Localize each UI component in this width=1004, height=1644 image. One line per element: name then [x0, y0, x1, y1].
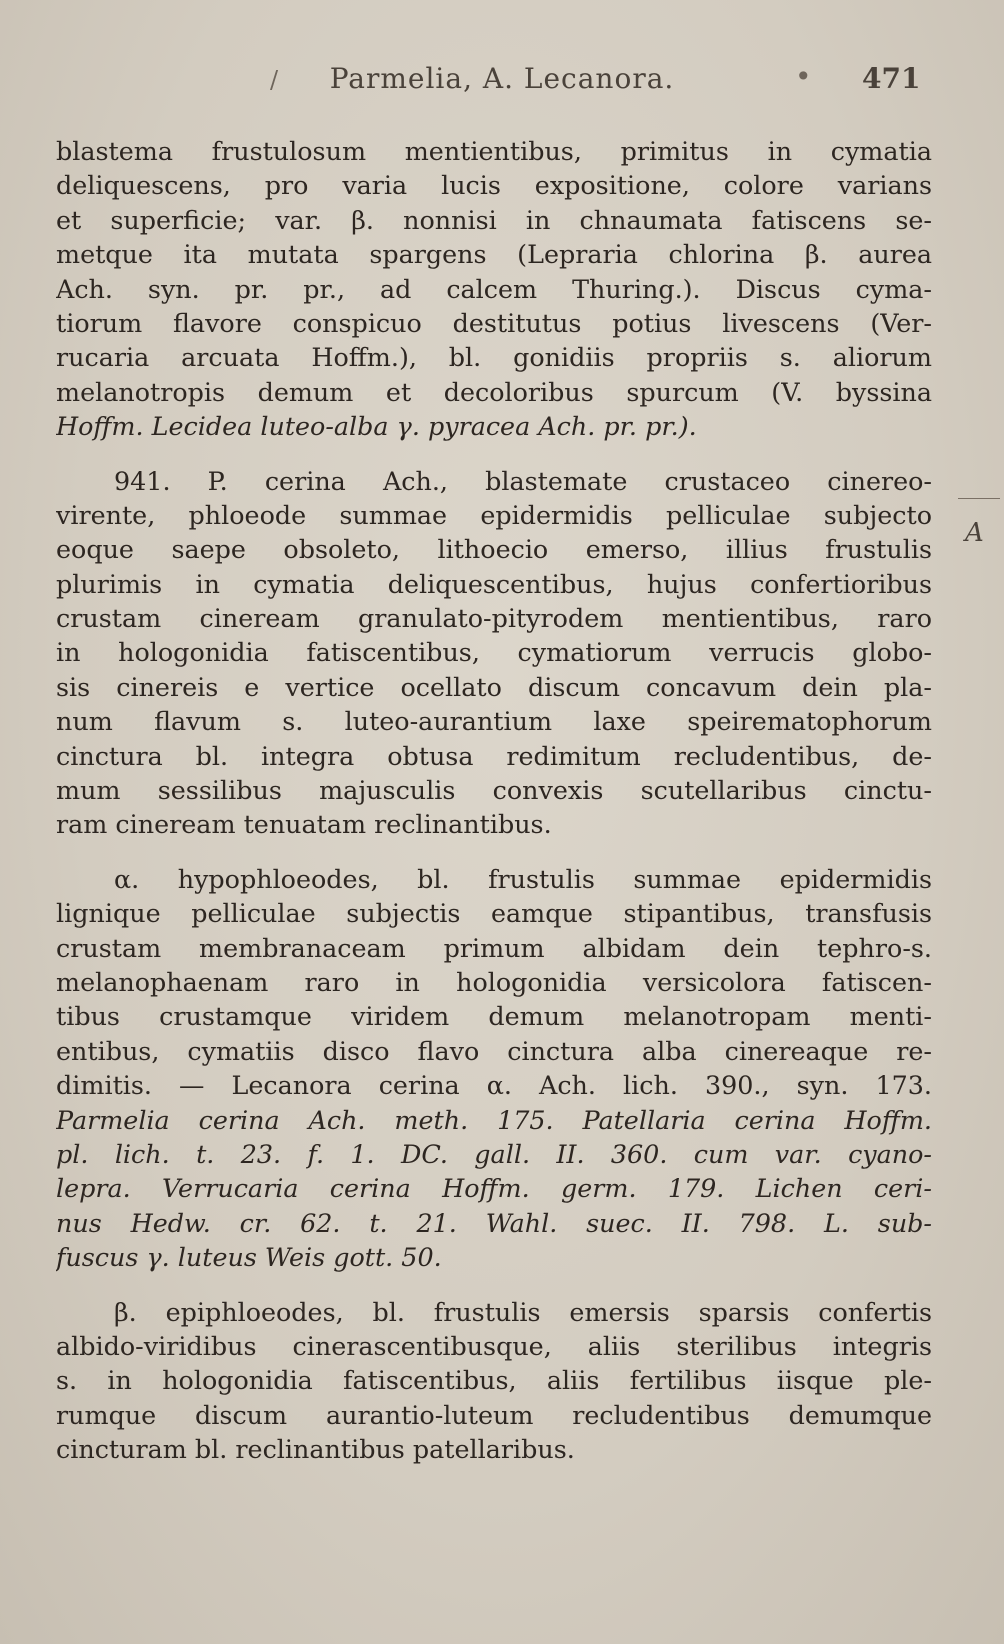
text-line: crustam cineream granulato-pityrodem mentientibus, raro — [56, 603, 932, 634]
text-line: in hologonidia fatiscentibus, cymatiorum verrucis globo- — [56, 637, 932, 668]
text-line: melanophaenam raro in hologonidia versicolora fatiscen- — [56, 966, 932, 997]
running-title: Parmelia, A. Lecanora. — [329, 62, 675, 95]
paragraph-variety-alpha — [56, 862, 932, 1275]
variety-heading-line: α. hypophloeodes, bl. frustulis summae epidermidis — [114, 863, 932, 894]
text-line: metque ita mutata spargens (Lepraria chlorina β. aurea — [56, 239, 932, 270]
text-line: mum sessilibus majusculis convexis scutellaribus cinctu- — [56, 775, 932, 806]
citation-line: lepra. Verrucaria cerina Hoffm. germ. 179. Lichen ceri- — [56, 1173, 932, 1204]
header-dot: • — [795, 60, 812, 93]
page-header — [0, 62, 1004, 102]
variety-heading-line: β. epiphloeodes, bl. frustulis emersis sparsis confertis — [114, 1296, 932, 1327]
citation-line: fuscus γ. luteus Weis gott. 50. — [56, 1242, 442, 1273]
text-line: cincturam bl. reclinantibus patellaribus. — [56, 1434, 575, 1465]
text-line: Ach. syn. pr. pr., ad calcem Thuring.). Discus cyma- — [56, 273, 932, 304]
text-line: plurimis in cymatia deliquescentibus, hujus confertioribus — [56, 568, 932, 599]
text-line: albido-viridibus cinerascentibusque, aliis sterilibus integris — [56, 1330, 932, 1361]
body-text — [56, 134, 932, 1466]
text-line: ram cineream tenuatam reclinantibus. — [56, 809, 552, 840]
text-line: virente, phloeode summae epidermidis pelliculae subjecto — [56, 499, 932, 530]
citation-line: pl. lich. t. 23. f. 1. DC. gall. II. 360. cum var. cyano- — [56, 1138, 932, 1169]
paragraph-species-941 — [56, 464, 932, 842]
text-line: eoque saepe obsoleto, lithoecio emerso, illius frustulis — [56, 534, 932, 565]
text-line: lignique pelliculae subjectis eamque stipantibus, transfusis — [56, 898, 932, 929]
text-line: rucaria arcuata Hoffm.), bl. gonidiis propriis s. aliorum — [56, 342, 932, 373]
text-line: num flavum s. luteo-aurantium laxe speirematophorum — [56, 706, 932, 737]
header-slash: / — [270, 66, 279, 94]
paragraph-intro-continued — [56, 134, 932, 444]
text-line: blastema frustulosum mentientibus, primitus in cymatia — [56, 136, 932, 166]
citation-line: Parmelia cerina Ach. meth. 175. Patellaria cerina Hoffm. — [56, 1104, 932, 1135]
text-line: entibus, cymatiis disco flavo cinctura alba cinereaque re- — [56, 1035, 932, 1066]
text-line: crustam membranaceam primum albidam dein tephro-s. — [56, 932, 932, 963]
text-line: tibus crustamque viridem demum melanotropam menti- — [56, 1001, 932, 1032]
text-line: melanotropis demum et decoloribus spurcum (V. byssina — [56, 376, 932, 407]
text-line: deliquescens, pro varia lucis expositione, colore varians — [56, 170, 932, 201]
page-number: 471 — [862, 62, 921, 95]
text-line: Hoffm. Lecidea luteo-alba γ. pyracea Ach. pr. pr.). — [56, 411, 697, 442]
species-heading-line: 941. P. cerina Ach., blastemate crustaceo cinereo- — [114, 465, 932, 496]
citation-line: nus Hedw. cr. 62. t. 21. Wahl. suec. II. 798. L. sub- — [56, 1207, 932, 1238]
paragraph-variety-beta — [56, 1295, 932, 1467]
text-line: sis cinereis e vertice ocellato discum concavum dein pla- — [56, 671, 932, 702]
margin-note: A — [965, 518, 984, 548]
margin-rule — [958, 498, 1000, 499]
text-line: rumque discum aurantio-luteum recludentibus demumque — [56, 1399, 932, 1430]
text-line: s. in hologonidia fatiscentibus, aliis fertilibus iisque ple- — [56, 1365, 932, 1396]
text-line: cinctura bl. integra obtusa redimitum recludentibus, de- — [56, 740, 932, 771]
text-line: et superficie; var. β. nonnisi in chnaumata fatiscens se- — [56, 204, 932, 235]
text-line: dimitis. — Lecanora cerina α. Ach. lich. 390., syn. 173. — [56, 1070, 932, 1101]
text-line: tiorum flavore conspicuo destitutus potius livescens (Ver- — [56, 307, 932, 338]
